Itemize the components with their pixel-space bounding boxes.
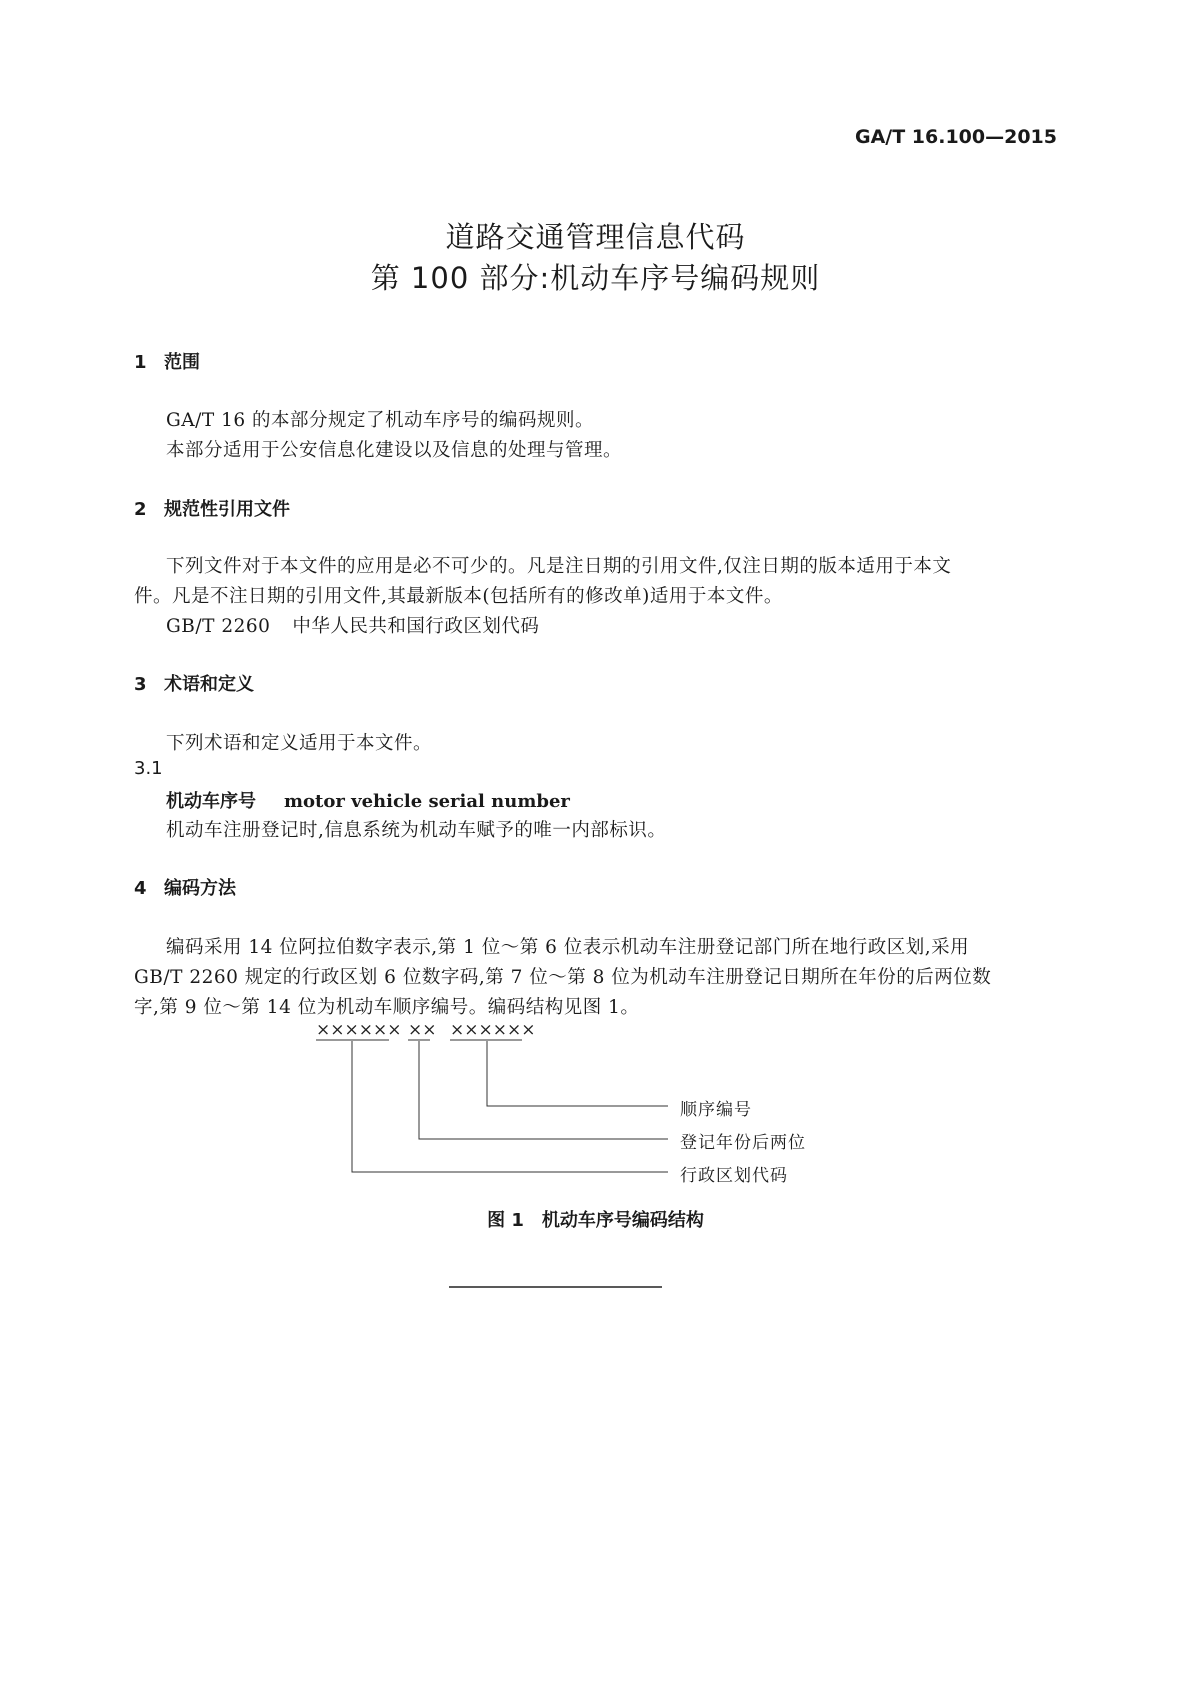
section-4-paragraph-line-3: 字,第 9 位～第 14 位为机动车顺序编号。编码结构见图 1。 <box>134 997 640 1018</box>
section-number: 3 <box>134 674 147 695</box>
title-line-1: 道路交通管理信息代码 <box>445 220 746 254</box>
leader-sequence <box>487 1041 668 1106</box>
section-title: 范围 <box>164 352 200 373</box>
reference-code: GB/T 2260 <box>166 616 271 637</box>
section-3-paragraph: 下列术语和定义适用于本文件。 <box>166 733 433 754</box>
figure-caption: 图 1 机动车序号编码结构 <box>487 1210 704 1231</box>
section-2-paragraph-line-2: 件。凡是不注日期的引用文件,其最新版本(包括所有的修改单)适用于本文件。 <box>134 586 783 607</box>
section-2-paragraph-line-1: 下列文件对于本文件的应用是必不可少的。凡是注日期的引用文件,仅注日期的版本适用于本文 <box>166 556 952 577</box>
section-title: 规范性引用文件 <box>164 499 290 520</box>
section-number: 1 <box>134 352 147 373</box>
term-chinese: 机动车序号 <box>166 791 256 812</box>
leader-year <box>419 1041 668 1139</box>
label-registration-year: 登记年份后两位 <box>680 1133 806 1153</box>
title-line-2: 第 100 部分:机动车序号编码规则 <box>370 261 821 295</box>
standard-number: GA/T 16.100—2015 <box>854 126 1057 148</box>
term-number: 3.1 <box>134 758 163 779</box>
section-4-paragraph-line-2: GB/T 2260 规定的行政区划 6 位数字码,第 7 位～第 8 位为机动车注册登记日期所在年份的后两位数 <box>134 967 992 988</box>
section-title: 编码方法 <box>164 878 236 899</box>
label-sequence-number: 顺序编号 <box>680 1100 752 1120</box>
section-number: 2 <box>134 499 147 520</box>
reference-title: 中华人民共和国行政区划代码 <box>292 616 540 637</box>
section-title: 术语和定义 <box>164 674 254 695</box>
section-1-paragraph-1: GA/T 16 的本部分规定了机动车序号的编码规则。 <box>166 410 595 431</box>
code-group-sequence: ×××××× <box>450 1020 536 1040</box>
section-1-paragraph-2: 本部分适用于公安信息化建设以及信息的处理与管理。 <box>166 440 623 461</box>
label-region-code: 行政区划代码 <box>680 1166 788 1186</box>
code-group-region: ×××××× <box>316 1020 402 1040</box>
section-4-paragraph-line-1: 编码采用 14 位阿拉伯数字表示,第 1 位～第 6 位表示机动车注册登记部门所在地行政区划,采用 <box>166 937 970 958</box>
section-number: 4 <box>134 878 147 899</box>
code-group-year: ×× <box>408 1020 437 1040</box>
term-english: motor vehicle serial number <box>284 791 570 812</box>
term-definition: 机动车注册登记时,信息系统为机动车赋予的唯一内部标识。 <box>166 820 667 841</box>
